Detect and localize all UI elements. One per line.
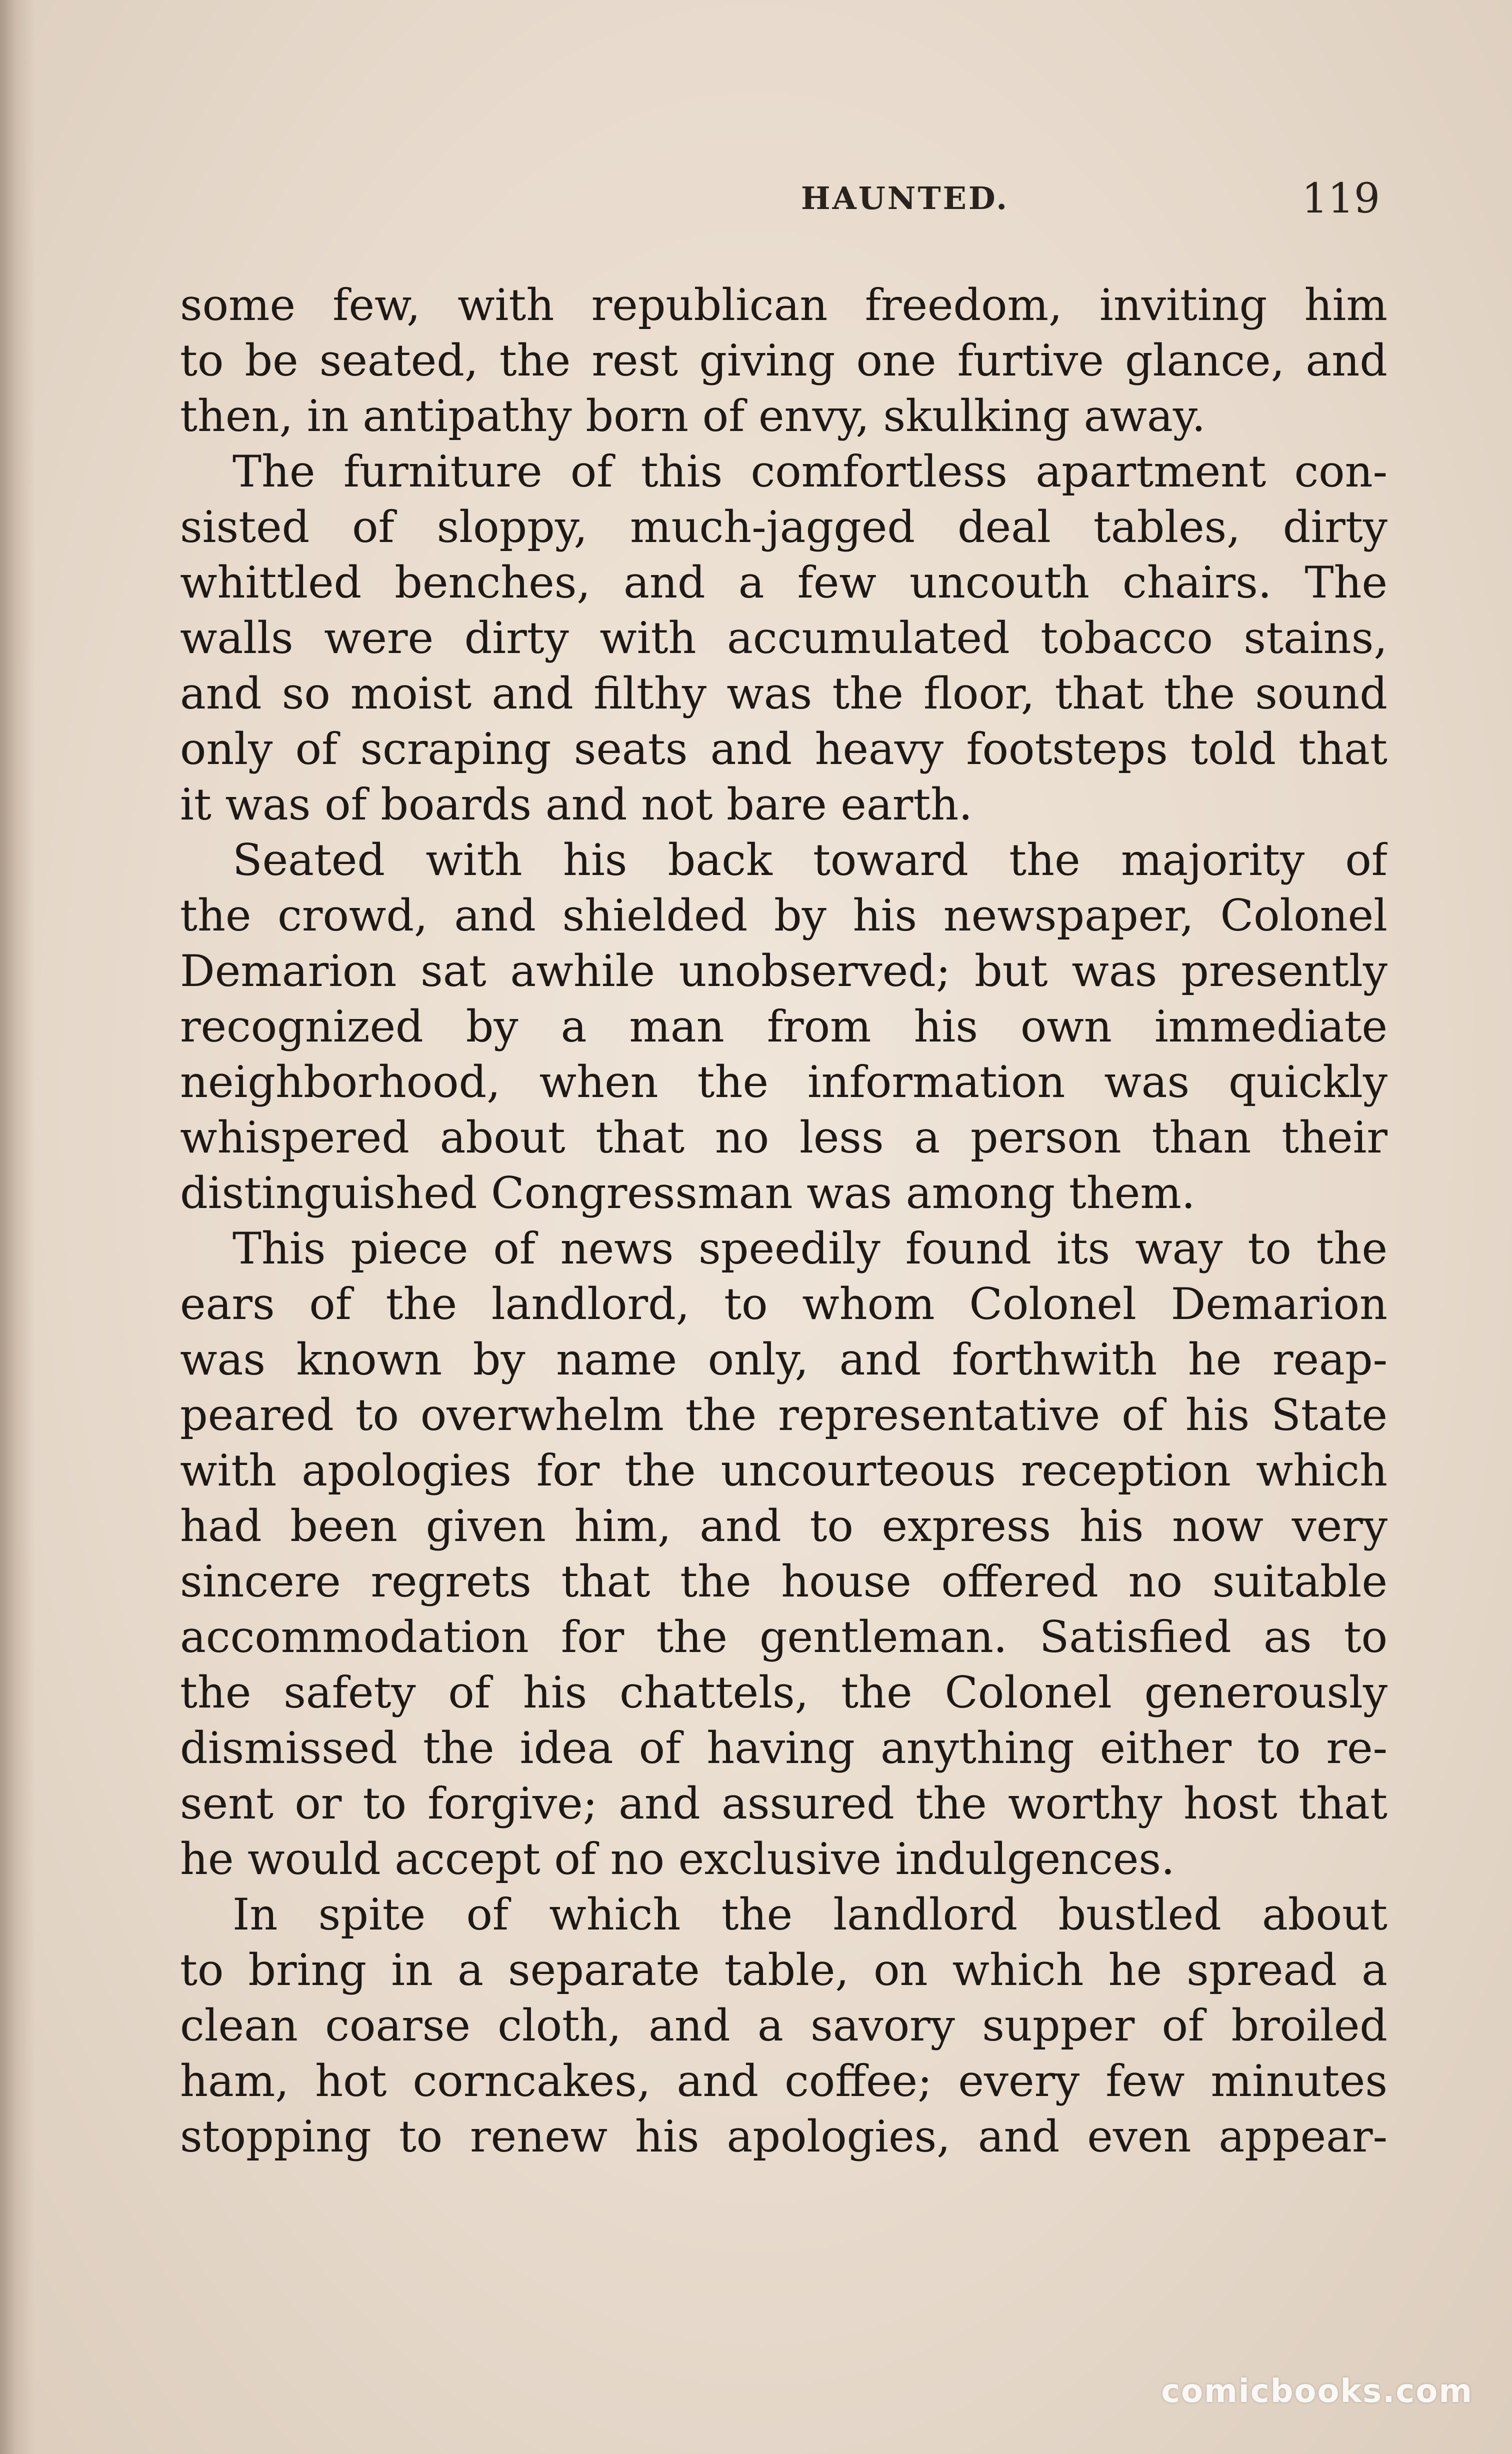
body-text: [180, 278, 1388, 2164]
text-line: sent or to forgive; and assured the worthy host that: [180, 1778, 1388, 1829]
paragraph: [180, 444, 1388, 832]
text-line: This piece of news speedily found its way to the: [232, 1223, 1388, 1274]
text-line: whispered about that no less a person than their: [180, 1112, 1388, 1163]
text-line: Seated with his back toward the majority of: [232, 834, 1388, 886]
text-line: the crowd, and shielded by his newspaper, Colonel: [180, 890, 1388, 941]
page-number: 119: [1302, 175, 1380, 222]
text-line: neighborhood, when the information was quickly: [180, 1056, 1388, 1108]
text-line: dismissed the idea of having anything either to re-: [180, 1722, 1388, 1774]
text-line: recognized by a man from his own immediate: [180, 1001, 1388, 1052]
text-line: Demarion sat awhile unobserved; but was presently: [180, 946, 1388, 996]
text-line: then, in antipathy born of envy, skulking away.: [180, 390, 1206, 442]
text-line: some few, with republican freedom, inviting him: [180, 280, 1388, 330]
text-line: to be seated, the rest giving one furtive glance, and: [180, 335, 1388, 386]
text-line: to bring in a separate table, on which he spread a: [180, 1944, 1388, 1996]
text-line: clean coarse cloth, and a savory supper of broiled: [180, 2000, 1388, 2051]
text-line: had been given him, and to express his now very: [180, 1500, 1388, 1552]
paragraph: [180, 1887, 1388, 2164]
text-line: with apologies for the uncourteous reception which: [180, 1445, 1388, 1496]
text-line: peared to overwhelm the representative of his State: [180, 1390, 1388, 1440]
text-line: sincere regrets that the house offered no suitable: [180, 1556, 1388, 1607]
text-line: walls were dirty with accumulated tobacco stains,: [180, 612, 1388, 664]
text-line: it was of boards and not bare earth.: [180, 779, 972, 830]
paragraph: [180, 832, 1388, 1221]
text-line: ham, hot corncakes, and coffee; every few minutes: [180, 2056, 1388, 2106]
watermark: comicbooks.com: [1161, 2373, 1473, 2410]
running-head: HAUNTED.: [801, 180, 1009, 216]
text-line: In spite of which the landlord bustled about: [232, 1889, 1388, 1940]
text-line: the safety of his chattels, the Colonel generously: [180, 1667, 1388, 1718]
text-line: accommodation for the gentleman. Satisfied as to: [180, 1612, 1388, 1662]
text-line: distinguished Congressman was among them.: [180, 1168, 1196, 1218]
text-line: was known by name only, and forthwith he reap-: [180, 1334, 1388, 1385]
text-line: The furniture of this comfortless apartment con-: [232, 446, 1388, 497]
text-line: sisted of sloppy, much-jagged deal tables, dirty: [180, 502, 1388, 552]
text-line: stopping to renew his apologies, and even appear-: [180, 2111, 1388, 2162]
text-line: whittled benches, and a few uncouth chairs. The: [180, 557, 1388, 608]
text-line: only of scraping seats and heavy footsteps told that: [180, 724, 1388, 774]
text-line: ears of the landlord, to whom Colonel Demarion: [180, 1278, 1388, 1330]
text-line: he would accept of no exclusive indulgences.: [180, 1834, 1175, 1884]
paragraph: [180, 278, 1388, 444]
page-header: [180, 175, 1380, 235]
page-gutter-shadow: [0, 0, 35, 2454]
paragraph: [180, 1221, 1388, 1887]
text-line: and so moist and filthy was the floor, that the sound: [180, 668, 1388, 719]
